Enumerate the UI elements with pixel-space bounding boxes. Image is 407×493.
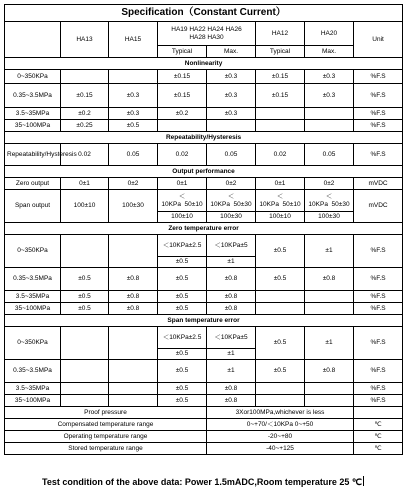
table-row (5, 120, 403, 132)
cell (109, 383, 158, 395)
row-label: Repeatability/Hysteresis (5, 144, 61, 166)
specification-table (4, 4, 403, 455)
cell: ±0.2 (61, 108, 109, 120)
text-cursor (363, 476, 364, 486)
cell: 0±2 (207, 178, 256, 190)
cell: ±0.3 (109, 108, 158, 120)
header-typical: Typical (158, 46, 207, 58)
cell: ±0.3 (207, 108, 256, 120)
cell (305, 395, 354, 407)
table-row (5, 303, 403, 315)
row-label: 3.5~35MPa (5, 291, 61, 303)
section-repeatability: Repeatability/Hysteresis (5, 132, 403, 144)
cell (61, 235, 109, 268)
cell: 0.05 (109, 144, 158, 166)
header-ha15: HA15 (109, 22, 158, 58)
cell: ±0.5 (256, 268, 305, 291)
cell (305, 120, 354, 132)
cell: 0.02 (256, 144, 305, 166)
unit-cell: %F.S (354, 268, 403, 291)
cell: ±1 (305, 327, 354, 360)
cell: ±0.5 (61, 291, 109, 303)
cell: ±0.5 (109, 120, 158, 132)
cell (305, 291, 354, 303)
cell: ±0.5 (61, 303, 109, 315)
cell: 100±10 (61, 190, 109, 223)
cell: 0.05 (207, 144, 256, 166)
cell: ±0.15 (61, 84, 109, 108)
row-label: 0~350KPa (5, 327, 61, 360)
header-ha19-line1: HA19 HA22 HA24 HA26 (171, 25, 242, 33)
cell: ±0.8 (207, 383, 256, 395)
row-label: 3.5~35MPa (5, 108, 61, 120)
cell (158, 120, 207, 132)
cell (207, 120, 256, 132)
row-label: 35~100MPa (5, 395, 61, 407)
proof-pressure-label: Proof pressure (5, 407, 207, 419)
section-nonlinearity: Nonlinearity (5, 58, 403, 70)
table-row (5, 70, 403, 84)
cell: ±0.15 (256, 84, 305, 108)
cell (256, 395, 305, 407)
cell: ＜10KPa±2.5 (158, 327, 207, 349)
table-row (5, 235, 403, 257)
header-ha19-group (158, 22, 256, 46)
cell: 100±30 (207, 212, 256, 223)
table-row (5, 443, 403, 455)
table-row (5, 395, 403, 407)
header-ha12: HA12 (256, 22, 305, 46)
cell: ±0.3 (207, 70, 256, 84)
cell: ＜10KPa±2.5 (158, 235, 207, 257)
cell: 100±10 (158, 212, 207, 223)
cell: 100±10 (256, 212, 305, 223)
row-label: 0.35~3.5MPa (5, 360, 61, 383)
cell (109, 395, 158, 407)
cell (61, 327, 109, 360)
cell (61, 70, 109, 84)
cell (61, 383, 109, 395)
unit-cell: %F.S (354, 291, 403, 303)
cell (109, 235, 158, 268)
unit-cell: %F.S (354, 395, 403, 407)
cell: ±0.15 (158, 70, 207, 84)
cell: ±0.5 (158, 360, 207, 383)
section-output: Output performance (5, 166, 403, 178)
unit-cell: %F.S (354, 120, 403, 132)
table-row (5, 178, 403, 190)
cell: ±0.3 (305, 84, 354, 108)
unit-cell: %F.S (354, 84, 403, 108)
table-row (5, 407, 403, 419)
cell: ±0.8 (109, 303, 158, 315)
operating-temp-value: -20~+80 (207, 431, 354, 443)
cell: ＜10KPa±5 (207, 327, 256, 349)
table-row (5, 268, 403, 291)
cell: 0±2 (305, 178, 354, 190)
cell: ±0.5 (158, 268, 207, 291)
row-label: 0.35~3.5MPa (5, 268, 61, 291)
proof-pressure-value: 3Xor100MPa,whichever is less (207, 407, 354, 419)
cell: ±0.8 (109, 291, 158, 303)
cell: ±0.2 (158, 108, 207, 120)
cell (305, 108, 354, 120)
header-ha20: HA20 (305, 22, 354, 46)
row-label: Zero output (5, 178, 61, 190)
cell (109, 360, 158, 383)
unit-cell: %F.S (354, 235, 403, 268)
row-label: 0~350KPa (5, 235, 61, 268)
cell (256, 108, 305, 120)
header-ha19-line2: HA28 HA30 (189, 33, 224, 41)
cell: ±0.5 (158, 291, 207, 303)
cell: ＜10KPa 50±10 (256, 190, 305, 212)
table-row (5, 190, 403, 212)
cell: ±0.8 (207, 303, 256, 315)
header-max: Max. (305, 46, 354, 58)
section-zero-temp: Zero temperature error (5, 223, 403, 235)
cell: ±0.5 (61, 268, 109, 291)
unit-cell: ℃ (354, 419, 403, 431)
test-condition-text: Test condition of the above data: Power 1.5mADC,Room temperature 25 ℃ (42, 477, 362, 487)
unit-cell: %F.S (354, 383, 403, 395)
unit-cell: %F.S (354, 70, 403, 84)
cell: ±0.5 (158, 383, 207, 395)
header-unit: Unit (354, 22, 403, 58)
unit-cell: %F.S (354, 327, 403, 360)
cell: ±0.8 (207, 291, 256, 303)
stored-temp-label: Stored temperature range (5, 443, 207, 455)
page-title: Specification（Constant Current） (5, 5, 403, 22)
unit-cell: mVDC (354, 178, 403, 190)
corner-cell (5, 22, 61, 58)
unit-cell: %F.S (354, 108, 403, 120)
cell: 0±1 (61, 178, 109, 190)
cell: ±1 (207, 349, 256, 360)
row-label: 3.5~35MPa (5, 383, 61, 395)
compensated-temp-value: 0~+70/＜10KPa 0~+50 (207, 419, 354, 431)
cell: ±0.8 (109, 268, 158, 291)
test-condition-note (4, 476, 402, 488)
table-row (5, 360, 403, 383)
table-row (5, 431, 403, 443)
header-typical: Typical (256, 46, 305, 58)
table-row (5, 291, 403, 303)
cell (109, 327, 158, 360)
table-row (5, 144, 403, 166)
unit-cell: ℃ (354, 431, 403, 443)
cell: ±0.5 (158, 257, 207, 268)
table-row (5, 108, 403, 120)
cell: ±0.8 (305, 360, 354, 383)
table-row (5, 327, 403, 349)
cell: ±0.5 (158, 303, 207, 315)
cell: 0.02 (158, 144, 207, 166)
operating-temp-label: Operating temperature range (5, 431, 207, 443)
cell: ±0.5 (256, 235, 305, 268)
stored-temp-value: -40~+125 (207, 443, 354, 455)
table-row (5, 383, 403, 395)
cell: 0±2 (109, 178, 158, 190)
cell (305, 383, 354, 395)
unit-cell: %F.S (354, 303, 403, 315)
cell: 100±30 (109, 190, 158, 223)
cell: 0±1 (256, 178, 305, 190)
unit-cell: %F.S (354, 144, 403, 166)
row-label: Span output (5, 190, 61, 223)
cell: ±0.25 (61, 120, 109, 132)
cell: ±0.3 (109, 84, 158, 108)
cell: 0.02 (61, 144, 109, 166)
table-row (5, 419, 403, 431)
cell: 0±1 (158, 178, 207, 190)
unit-cell: %F.S (354, 360, 403, 383)
cell (61, 360, 109, 383)
cell (61, 395, 109, 407)
row-label: 35~100MPa (5, 120, 61, 132)
section-span-temp: Span temperature error (5, 315, 403, 327)
cell: ±1 (207, 257, 256, 268)
cell (109, 70, 158, 84)
row-label: 0~350KPa (5, 70, 61, 84)
cell: ±0.8 (207, 395, 256, 407)
cell: ±0.15 (256, 70, 305, 84)
cell (256, 120, 305, 132)
cell (256, 291, 305, 303)
unit-cell (354, 407, 403, 419)
cell: ±0.15 (158, 84, 207, 108)
header-max: Max. (207, 46, 256, 58)
cell (305, 303, 354, 315)
unit-cell: mVDC (354, 190, 403, 223)
cell: ＜10KPa 50±30 (207, 190, 256, 212)
table-row (5, 84, 403, 108)
cell: ±0.5 (256, 360, 305, 383)
cell: ±0.8 (207, 268, 256, 291)
row-label: 35~100MPa (5, 303, 61, 315)
cell: 100±30 (305, 212, 354, 223)
cell: ＜10KPa 50±10 (158, 190, 207, 212)
cell: ±1 (207, 360, 256, 383)
header-ha13: HA13 (61, 22, 109, 58)
unit-cell: ℃ (354, 443, 403, 455)
cell: ±0.5 (256, 327, 305, 360)
cell: ±1 (305, 235, 354, 268)
cell (256, 383, 305, 395)
cell: ±0.3 (207, 84, 256, 108)
cell: ＜10KPa±5 (207, 235, 256, 257)
cell: 0.05 (305, 144, 354, 166)
compensated-temp-label: Compensated temperature range (5, 419, 207, 431)
cell: ±0.5 (158, 349, 207, 360)
cell: ±0.3 (305, 70, 354, 84)
cell (256, 303, 305, 315)
cell: ±0.8 (305, 268, 354, 291)
row-label: 0.35~3.5MPa (5, 84, 61, 108)
cell: ＜10KPa 50±30 (305, 190, 354, 212)
cell: ±0.5 (158, 395, 207, 407)
